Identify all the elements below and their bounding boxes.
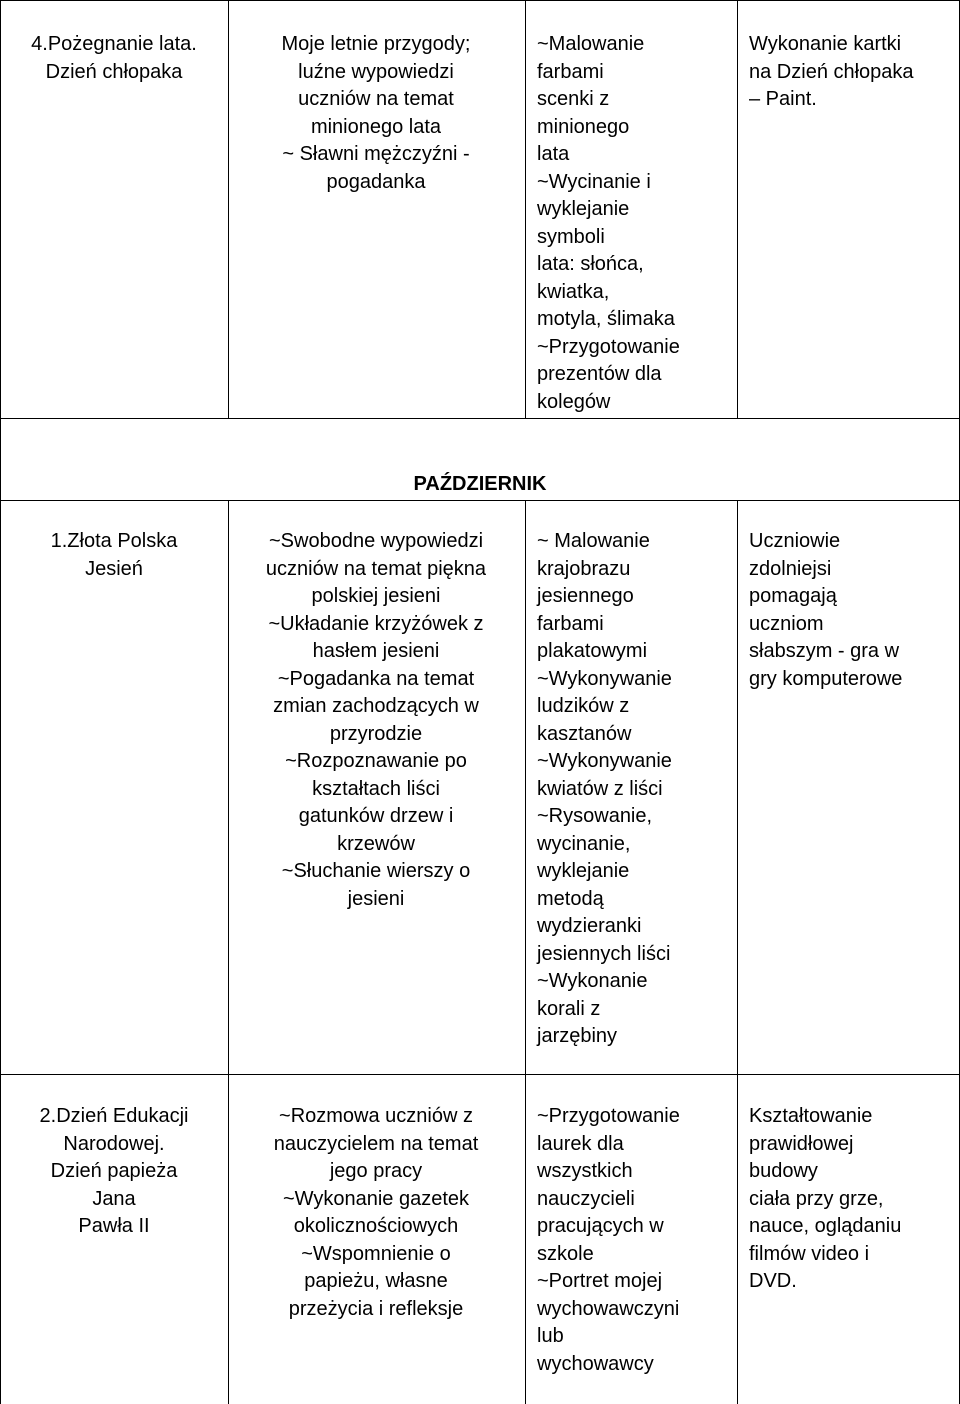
table-border-top [0,0,960,1]
cell-art-autumn: ~ Malowanie krajobrazu jesiennego farbami plakatowymi ~Wykonywanie ludzików z kasztanów ~Wykonywanie kwiatów z liści ~Rysowanie, wycinanie, wyklejanie metodą wydzieranki jesiennych liści ~Wykonanie korali z jarzębiny [537,530,672,1047]
cell-talk-autumn: ~Swobodne wypowiedzi uczniów na temat piękna polskiej jesieni ~Układanie krzyżówek z hasłem jesieni ~Pogadanka na temat zmian zachodzących w przyrodzie ~Rozpoznawanie po kształtach liści gatunków drzew i krzewów ~Słuchanie wierszy o jesieni [265,530,487,910]
column-divider-1 [228,0,229,418]
cell-talk-summer-adventures: Moje letnie przygody; luźne wypowiedzi uczniów na temat minionego lata ~ Sławni mężczyźni - pogadanka [281,33,471,193]
cell-art-teachers: ~Przygotowanie laurek dla wszystkich nauczycieli pracujących w szkole ~Portret mojej wychowawczyni lub wychowawcy [537,1105,680,1375]
cell-computer-boys-day: Wykonanie kartki na Dzień chłopaka – Paint. [749,33,914,110]
cell-computer-autumn: Uczniowie zdolniejsi pomagają uczniom słabszym - gra w gry komputerowe [749,530,903,690]
table-border-row2-bottom [0,1074,960,1075]
column-divider-2 [525,0,526,418]
column-divider-3 [737,0,738,418]
cell-computer-posture: Kształtowanie prawidłowej budowy ciała przy grze, nauce, oglądaniu filmów video i DVD. [749,1105,902,1292]
column-divider-1-oct [228,500,229,1404]
cell-topic-farewell-summer: 4.Pożegnanie lata. Dzień chłopaka [31,33,197,83]
table-border-row1-bottom [0,418,960,419]
table-border-month-bottom [0,500,960,501]
cell-topic-education-day: 2.Dzień Edukacji Narodowej. Dzień papieża Jana Pawła II [39,1105,189,1237]
table-border-left [0,0,1,1404]
cell-talk-teachers: ~Rozmowa uczniów z nauczycielem na temat jego pracy ~Wykonanie gazetek okolicznościowych ~Wspomnienie o papieżu, własne przeżycia i refleksje [273,1105,479,1320]
cell-art-summer: ~Malowanie farbami scenki z minionego lata ~Wycinanie i wyklejanie symboli lata: słońca, kwiatka, motyla, ślimaka ~Przygotowanie prezentów dla kolegów [537,33,680,413]
month-heading: PAŹDZIERNIK [413,473,547,495]
cell-topic-golden-autumn: 1.Złota Polska Jesień [50,530,178,580]
column-divider-2-oct [525,500,526,1404]
column-divider-3-oct [737,500,738,1404]
